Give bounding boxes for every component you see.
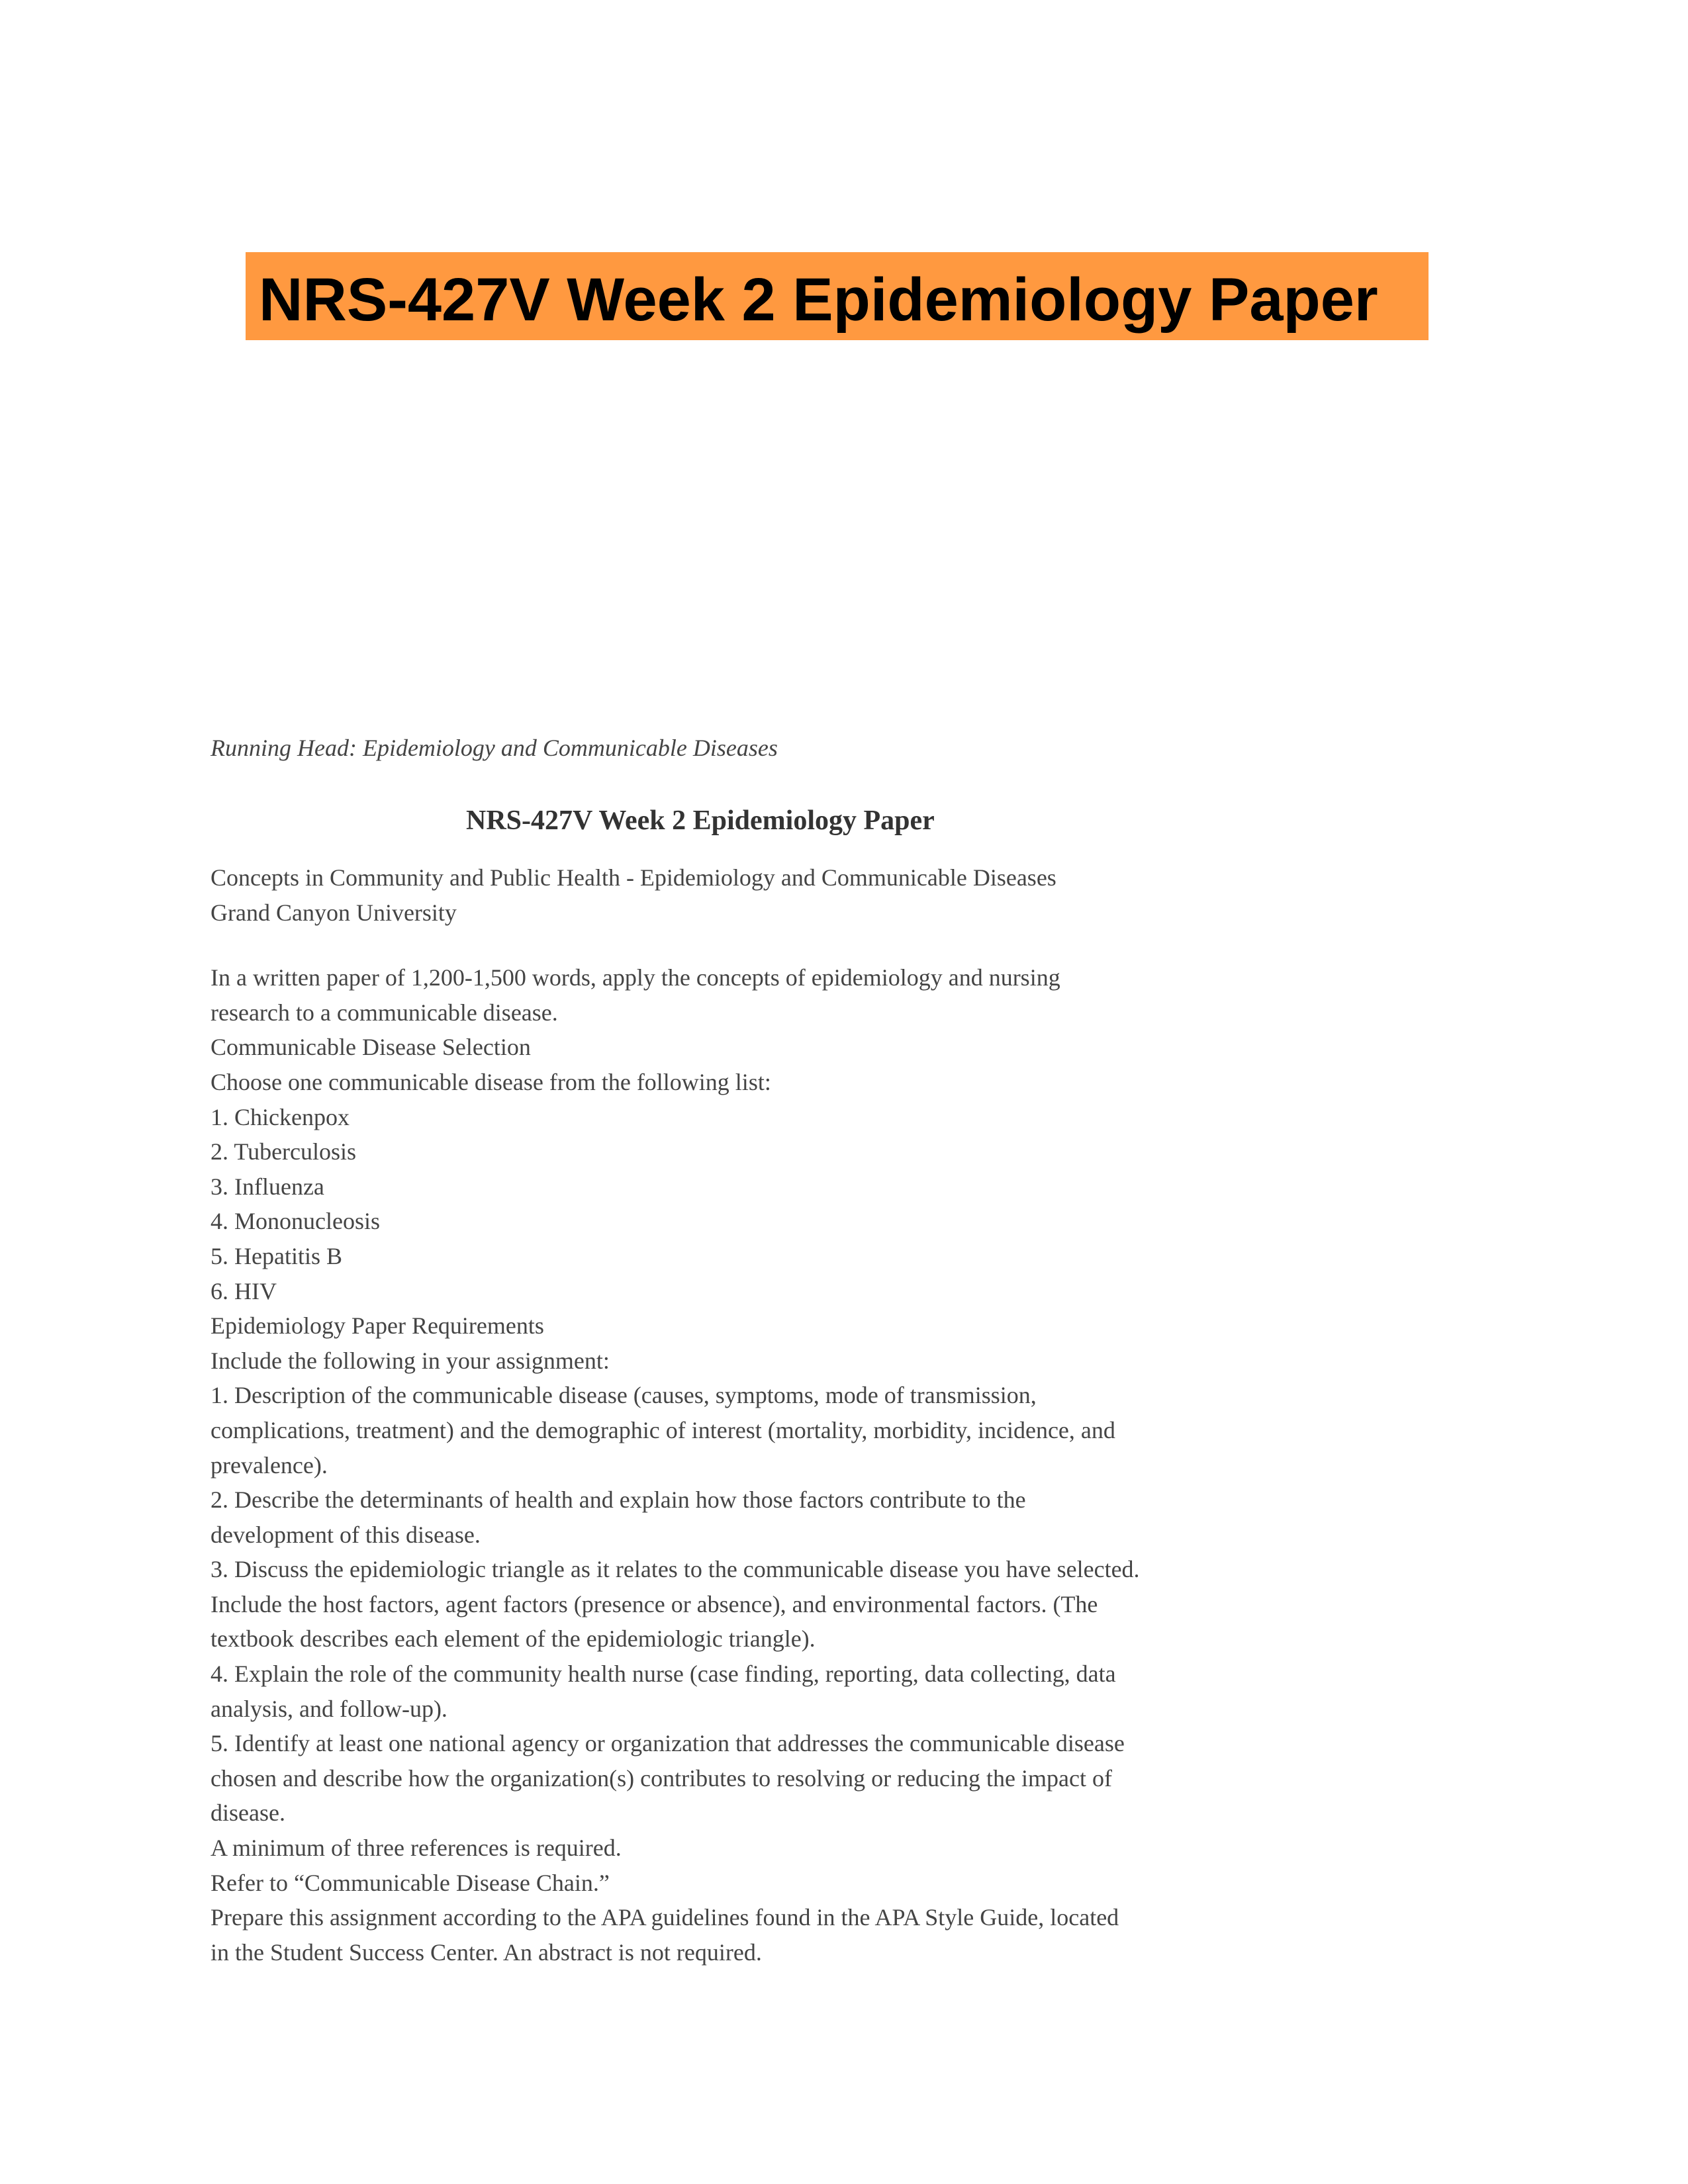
- requirement-line: prevalence).: [211, 1451, 328, 1479]
- requirement-line: disease.: [211, 1799, 285, 1827]
- body-line: Refer to “Communicable Disease Chain.”: [211, 1869, 610, 1896]
- list-item: 5. Hepatitis B: [211, 1242, 342, 1269]
- list-item: 2. Tuberculosis: [211, 1138, 357, 1165]
- assignment-body: [211, 960, 1468, 1970]
- list-item: 1. Chickenpox: [211, 1103, 350, 1130]
- body-line: Prepare this assignment according to the APA guidelines found in the APA Style Guide, located: [211, 1904, 1119, 1931]
- requirement-line: analysis, and follow-up).: [211, 1695, 447, 1722]
- requirement-line: 4. Explain the role of the community health nurse (case finding, reporting, data collecting, data: [211, 1661, 1116, 1688]
- university-name: Grand Canyon University: [211, 899, 457, 926]
- body-line: Include the following in your assignment:: [211, 1347, 610, 1374]
- body-line: Choose one communicable disease from the following list:: [211, 1068, 771, 1095]
- course-name: Concepts in Community and Public Health - Epidemiology and Communicable Diseases: [211, 864, 1056, 891]
- requirement-line: textbook describes each element of the epidemiologic triangle).: [211, 1625, 816, 1653]
- requirement-line: 1. Description of the communicable disease (causes, symptoms, mode of transmission,: [211, 1382, 1037, 1409]
- requirement-line: 3. Discuss the epidemiologic triangle as it relates to the communicable disease you have selected.: [211, 1556, 1140, 1583]
- running-head: Running Head: Epidemiology and Communicable Diseases: [211, 735, 778, 761]
- body-line: research to a communicable disease.: [211, 999, 558, 1026]
- requirement-line: 2. Describe the determinants of health and explain how those factors contribute to the: [211, 1486, 1026, 1514]
- requirement-line: chosen and describe how the organization(s) contributes to resolving or reducing the impact of: [211, 1764, 1112, 1792]
- body-line: A minimum of three references is required.: [211, 1835, 622, 1862]
- requirement-line: complications, treatment) and the demographic of interest (mortality, morbidity, incidence, and: [211, 1416, 1115, 1443]
- body-line: in the Student Success Center. An abstract is not required.: [211, 1938, 762, 1966]
- requirement-line: Include the host factors, agent factors (presence or absence), and environmental factors. (The: [211, 1590, 1098, 1617]
- body-line: In a written paper of 1,200-1,500 words, apply the concepts of epidemiology and nursing: [211, 964, 1060, 991]
- requirement-line: 5. Identify at least one national agency or organization that addresses the communicable disease: [211, 1730, 1125, 1757]
- list-item: 6. HIV: [211, 1277, 277, 1304]
- section-heading: Epidemiology Paper Requirements: [211, 1312, 544, 1340]
- list-item: 4. Mononucleosis: [211, 1208, 380, 1235]
- document-page: [211, 728, 1468, 1970]
- course-info: [211, 860, 1468, 930]
- banner-title: NRS-427V Week 2 Epidemiology Paper: [259, 266, 1378, 334]
- list-item: 3. Influenza: [211, 1173, 324, 1200]
- section-heading: Communicable Disease Selection: [211, 1034, 531, 1061]
- requirement-line: development of this disease.: [211, 1521, 481, 1548]
- document-title: NRS-427V Week 2 Epidemiology Paper: [466, 805, 935, 836]
